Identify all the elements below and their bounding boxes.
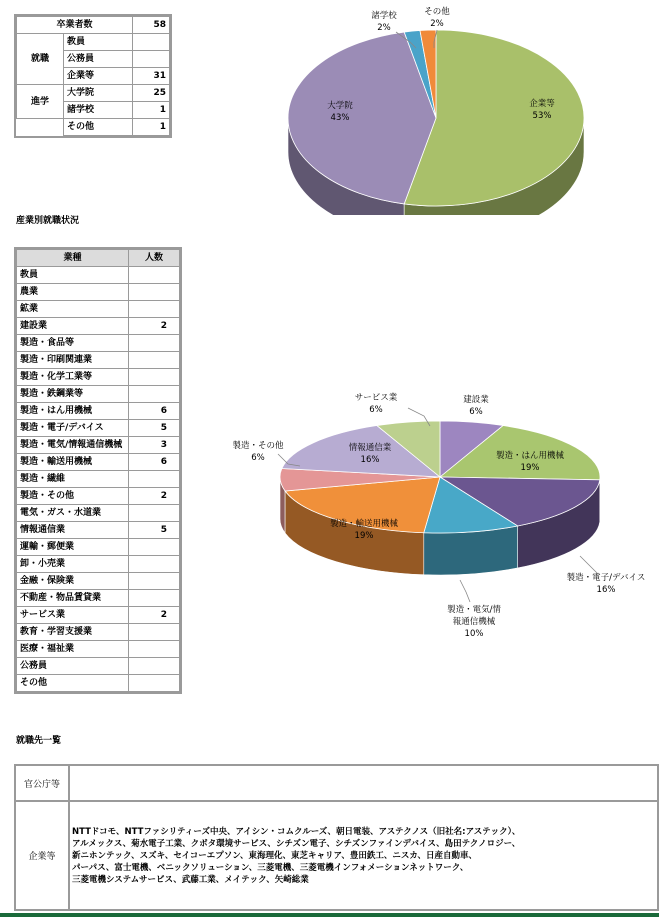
industry-count [129, 284, 180, 301]
industry-name: その他 [17, 675, 129, 692]
other-value: 1 [133, 119, 170, 136]
industry-row [17, 318, 180, 335]
company-list-line: アルメックス、菊水電子工業、クボタ環境サービス、シチズン電子、シチズンファインデバイス、島田テクノロジー、 [72, 839, 521, 849]
company-value: 31 [133, 68, 170, 85]
industry-table [14, 247, 182, 694]
slice-percent: 43% [330, 113, 350, 123]
industry-count [129, 386, 180, 403]
industry-row [17, 607, 180, 624]
industry-count: 5 [129, 522, 180, 539]
industry-row [17, 335, 180, 352]
industry-count [129, 352, 180, 369]
company-list-line: 三菱電機システムサービス、武藤工業、メイテック、矢崎総業 [72, 875, 309, 885]
industry-name: 製造・化学工業等 [17, 369, 129, 386]
industry-count [129, 573, 180, 590]
slice-percent: 53% [532, 111, 552, 121]
industry-name: 製造・食品等 [17, 335, 129, 352]
industry-count [129, 505, 180, 522]
industry-count: 6 [129, 403, 180, 420]
industry-name: 公務員 [17, 658, 129, 675]
industry-row [17, 267, 180, 284]
industry-header-row [17, 250, 180, 267]
company-list-line: パーパス、富士電機、ベニックソリューション、三菱電機、三菱電機インフォメーションネットワーク、 [72, 863, 469, 873]
slice-label: 報通信機械 [452, 617, 496, 627]
slice-label: 企業等 [529, 99, 555, 109]
other-school-label: 諸学校 [64, 102, 133, 119]
industry-count: 2 [129, 318, 180, 335]
employers-heading: 就職先一覧 [16, 736, 62, 746]
bottom-border [0, 913, 659, 917]
industry-row [17, 352, 180, 369]
slice-label: 製造・はん用機械 [495, 451, 565, 461]
industry-row [17, 420, 180, 437]
industry-col-header: 業種 [17, 250, 129, 267]
industry-name: 製造・印刷関連業 [17, 352, 129, 369]
slice-percent: 19% [354, 531, 374, 541]
industry-name: 医療・福祉業 [17, 641, 129, 658]
other-label: その他 [64, 119, 133, 136]
grad-school-value: 25 [133, 85, 170, 102]
summary-row-teacher [17, 34, 170, 51]
industry-count [129, 641, 180, 658]
slice-label: サービス業 [354, 393, 398, 403]
industry-name: サービス業 [17, 607, 129, 624]
industry-name: 電気・ガス・水道業 [17, 505, 129, 522]
industry-count: 3 [129, 437, 180, 454]
slice-percent: 6% [469, 407, 483, 417]
leader-line-2 [580, 556, 598, 574]
summary-row-other [17, 119, 170, 136]
industry-row [17, 573, 180, 590]
slice-percent: 16% [596, 585, 616, 595]
teacher-label: 教員 [64, 34, 133, 51]
industry-row [17, 454, 180, 471]
graduates-label: 卒業者数 [17, 17, 133, 34]
industry-count [129, 675, 180, 692]
industry-heading: 産業別就職状況 [16, 216, 80, 226]
industry-row [17, 539, 180, 556]
industry-grid [16, 249, 180, 692]
government-value [70, 766, 657, 802]
summary-row-grad-school [17, 85, 170, 102]
industry-row [17, 471, 180, 488]
company-list-label: 企業等 [16, 802, 70, 909]
industry-name: 情報通信業 [17, 522, 129, 539]
industry-name: 製造・はん用機械 [17, 403, 129, 420]
employers-table [14, 764, 659, 911]
slice-label: 建設業 [463, 395, 489, 405]
industry-row [17, 437, 180, 454]
employment-label: 就職 [17, 34, 64, 85]
industry-name: 運輸・郵便業 [17, 539, 129, 556]
industry-name: 鉱業 [17, 301, 129, 318]
slice-label: 製造・その他 [232, 441, 284, 451]
slice-label: 諸学校 [371, 11, 397, 21]
industry-row [17, 522, 180, 539]
industry-name: 教員 [17, 267, 129, 284]
industry-count [129, 590, 180, 607]
leader-line-3 [460, 580, 470, 602]
industry-count: 5 [129, 420, 180, 437]
government-label: 官公庁等 [16, 766, 70, 802]
industry-count [129, 556, 180, 573]
industry-name: 製造・輸送用機械 [17, 454, 129, 471]
slice-percent: 6% [369, 405, 383, 415]
industry-name: 不動産・物品賃貸業 [17, 590, 129, 607]
civil-label: 公務員 [64, 51, 133, 68]
industry-name: 製造・電子/デバイス [17, 420, 129, 437]
company-label: 企業等 [64, 68, 133, 85]
slice-percent: 6% [251, 453, 265, 463]
industry-row [17, 675, 180, 692]
industry-row [17, 590, 180, 607]
industry-row [17, 641, 180, 658]
slice-percent: 2% [430, 19, 444, 29]
summary-grid [16, 16, 170, 136]
industry-row [17, 488, 180, 505]
industry-name: 製造・鉄鋼業等 [17, 386, 129, 403]
industry-count [129, 539, 180, 556]
industry-count [129, 335, 180, 352]
company-list-line: NTTドコモ、NTTファシリティーズ中央、アイシン・コムクルーズ、朝日電装、アステクノス（旧社名:アステック）、 [72, 827, 521, 837]
slice-label: 製造・輸送用機械 [329, 519, 399, 529]
industry-count [129, 267, 180, 284]
summary-blank-cell [17, 119, 64, 136]
grad-school-label: 大学院 [64, 85, 133, 102]
civil-value [133, 51, 170, 68]
slice-label: 大学院 [327, 101, 353, 111]
industry-name: 建設業 [17, 318, 129, 335]
slice-percent: 19% [520, 463, 540, 473]
summary-row-graduates [17, 17, 170, 34]
industry-name: 製造・繊維 [17, 471, 129, 488]
industry-row [17, 624, 180, 641]
graduates-value: 58 [133, 17, 170, 34]
industry-name: 卸・小売業 [17, 556, 129, 573]
slice-label: 情報通信業 [348, 443, 392, 453]
industry-row [17, 386, 180, 403]
industry-name: 教育・学習支援業 [17, 624, 129, 641]
industry-count: 2 [129, 607, 180, 624]
company-list-line: 新ニホンテック、スズキ、セイコーエプソン、東海理化、東芝キャリア、豊田鉄工、ニスカ、日産自動車、 [72, 851, 478, 861]
teacher-value [133, 34, 170, 51]
slice-percent: 16% [360, 455, 380, 465]
graduate-summary-table [14, 14, 172, 138]
industry-pie-chart [210, 380, 659, 650]
industry-count [129, 369, 180, 386]
industry-count: 6 [129, 454, 180, 471]
industry-name: 製造・その他 [17, 488, 129, 505]
industry-row [17, 284, 180, 301]
industry-row [17, 403, 180, 420]
industry-count [129, 624, 180, 641]
industry-count [129, 301, 180, 318]
slice-percent: 2% [377, 23, 391, 33]
industry-row [17, 556, 180, 573]
industry-count: 2 [129, 488, 180, 505]
slice-label: 製造・電子/デバイス [566, 573, 646, 583]
industry-count [129, 658, 180, 675]
industry-row [17, 658, 180, 675]
other-school-value: 1 [133, 102, 170, 119]
industry-count [129, 471, 180, 488]
industry-row [17, 505, 180, 522]
industry-name: 製造・電気/情報通信機械 [17, 437, 129, 454]
industry-name: 金融・保険業 [17, 573, 129, 590]
advance-label: 進学 [17, 85, 64, 119]
slice-percent: 10% [464, 629, 484, 639]
career-path-pie-chart [250, 0, 659, 215]
company-list [72, 826, 653, 886]
slice-label: 製造・電気/情 [447, 605, 501, 615]
industry-row [17, 301, 180, 318]
industry-name: 農業 [17, 284, 129, 301]
industry-row [17, 369, 180, 386]
slice-label: その他 [424, 7, 450, 17]
count-col-header: 人数 [129, 250, 180, 267]
